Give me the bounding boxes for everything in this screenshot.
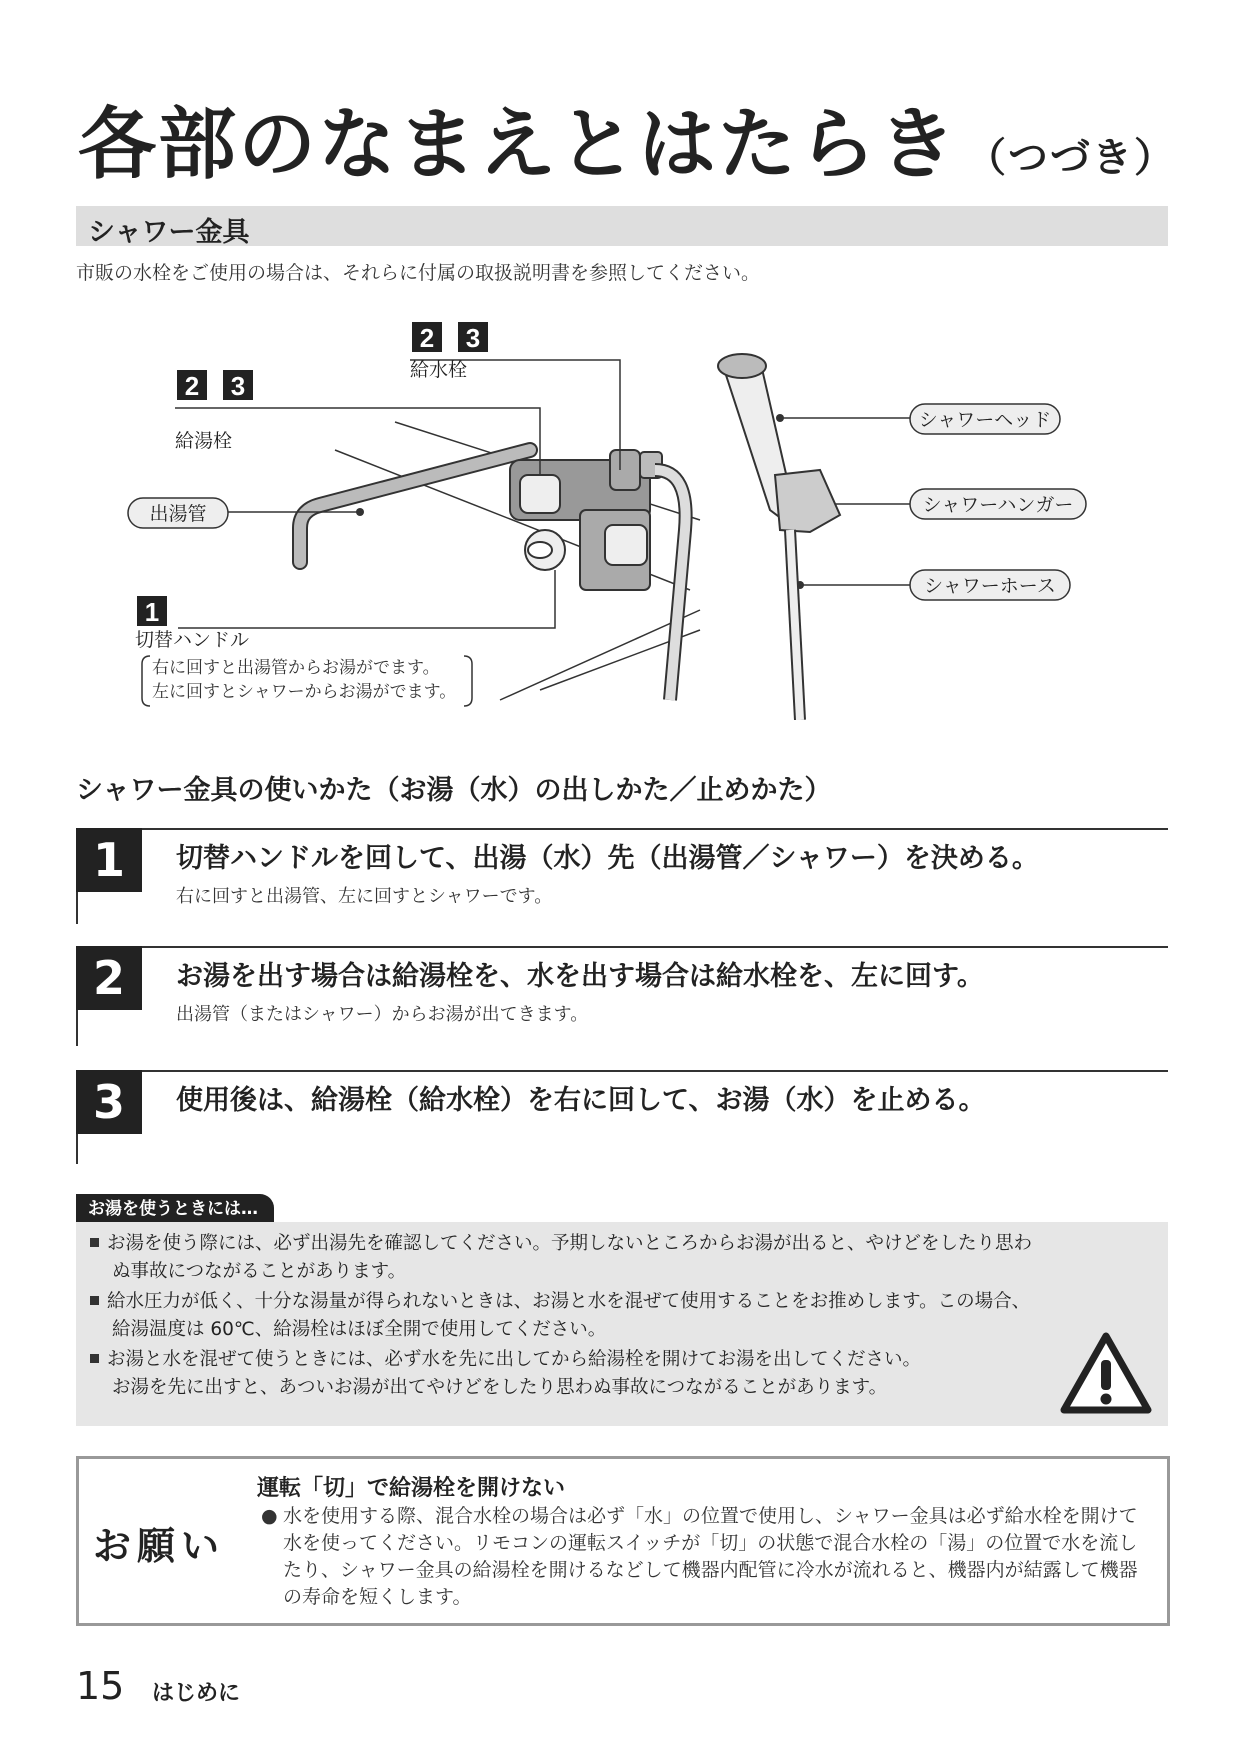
step-main: 切替ハンドルを回して、出湯（水）先（出湯管／シャワー）を決める。 bbox=[176, 843, 1039, 874]
cold-badge-2: 3 bbox=[465, 323, 481, 353]
step-number: 1 bbox=[76, 828, 142, 892]
page-title-sub: （つづき） bbox=[966, 135, 1177, 181]
hot-badge-2: 3 bbox=[230, 371, 246, 401]
footer-section: はじめに bbox=[152, 1681, 241, 1706]
shower-hose-label-text: シャワーホース bbox=[924, 575, 1056, 597]
switch-handle-callout bbox=[135, 596, 472, 706]
shower-head-drawing bbox=[718, 354, 840, 720]
shower-hanger-label bbox=[910, 489, 1086, 519]
mixer-faucet-drawing bbox=[510, 450, 662, 590]
shower-head-label bbox=[910, 404, 1060, 434]
spout-label bbox=[128, 498, 228, 528]
switch-desc-2: 左に回すとシャワーからお湯がでます。 bbox=[152, 682, 457, 702]
step-desc: 出湯管（またはシャワー）からお湯が出てきます。 bbox=[176, 1004, 589, 1025]
section-header bbox=[76, 206, 1168, 246]
switch-badge: 1 bbox=[144, 597, 160, 627]
step-desc: 右に回すと出湯管、左に回すとシャワーです。 bbox=[176, 886, 553, 907]
hot-valve-label: 給湯栓 bbox=[175, 430, 233, 452]
shower-hose-label bbox=[910, 570, 1070, 600]
request-bullet: ● bbox=[261, 1505, 278, 1527]
page-title bbox=[78, 82, 1176, 194]
step-main: 使用後は、給湯栓（給水栓）を右に回して、お湯（水）を止める。 bbox=[176, 1085, 986, 1116]
section-title: シャワー金具 bbox=[88, 217, 250, 248]
caution-item: お湯と水を混ぜて使うときには、必ず水を先に出してから給湯栓を開けてお湯を出してください。 お湯を先に出すと、あついお湯が出てやけどをしたり思わぬ事故につながることがあります。 bbox=[90, 1346, 1150, 1402]
cold-badge-1: 2 bbox=[419, 323, 435, 353]
shower-fitting-diagram bbox=[0, 300, 1240, 720]
caution-item: お湯を使う際には、必ず出湯先を確認してください。予期しないところからお湯が出ると、やけどをしたり思わ ぬ事故につながることがあります。 bbox=[90, 1230, 1150, 1286]
warning-triangle-icon bbox=[1058, 1330, 1154, 1416]
request-heading: 運転「切」で給湯栓を開けない bbox=[257, 1476, 566, 1501]
step-number: 2 bbox=[76, 946, 142, 1010]
usage-title: シャワー金具の使いかた（お湯（水）の出しかた／止めかた） bbox=[76, 775, 832, 806]
request-text: ● 水を使用する際、混合水栓の場合は必ず「水」の位置で使用し、シャワー金具は必ず給水栓を開けて水を使ってください。リモコンの運転スイッチが「切」の状態で混合水栓の「湯」の位置で水を流したり、シャワー金具の給湯栓を開けるなどして機器内配管に冷水が流れると、機器内が結露して機器の寿命を短くします。 bbox=[261, 1505, 1138, 1608]
switch-desc-1: 右に回すと出湯管からお湯がでます。 bbox=[152, 658, 440, 678]
cold-valve-label: 給水栓 bbox=[410, 359, 468, 381]
caution-tab: お湯を使うときには… bbox=[76, 1194, 274, 1224]
step-main: お湯を出す場合は給湯栓を、水を出す場合は給水栓を、左に回す。 bbox=[176, 961, 984, 992]
caution-box bbox=[76, 1222, 1168, 1426]
switch-label: 切替ハンドル bbox=[135, 629, 250, 651]
caution-item: 給水圧力が低く、十分な湯量が得られないときは、お湯と水を混ぜて使用することをお推めします。この場合、 給湯温度は 60℃、給湯栓はほぼ全開で使用してください。 bbox=[90, 1288, 1150, 1344]
hot-badge-1: 2 bbox=[184, 371, 200, 401]
cold-valve-badges bbox=[410, 322, 488, 381]
spout-pipe-drawing bbox=[300, 450, 530, 562]
shower-hanger-label-text: シャワーハンガー bbox=[922, 494, 1074, 516]
spout-label-text: 出湯管 bbox=[149, 503, 207, 525]
hot-valve-badges bbox=[175, 370, 253, 452]
request-label: お願い bbox=[93, 1524, 226, 1568]
shower-head-label-text: シャワーヘッド bbox=[918, 409, 1052, 431]
intro-text: 市販の水栓をご使用の場合は、それらに付属の取扱説明書を参照してください。 bbox=[76, 262, 761, 284]
page-title-main: 各部のなまえとはたらき bbox=[78, 100, 959, 190]
request-box bbox=[76, 1456, 1170, 1626]
step-number: 3 bbox=[76, 1070, 142, 1134]
page-number: 15 bbox=[76, 1664, 125, 1708]
